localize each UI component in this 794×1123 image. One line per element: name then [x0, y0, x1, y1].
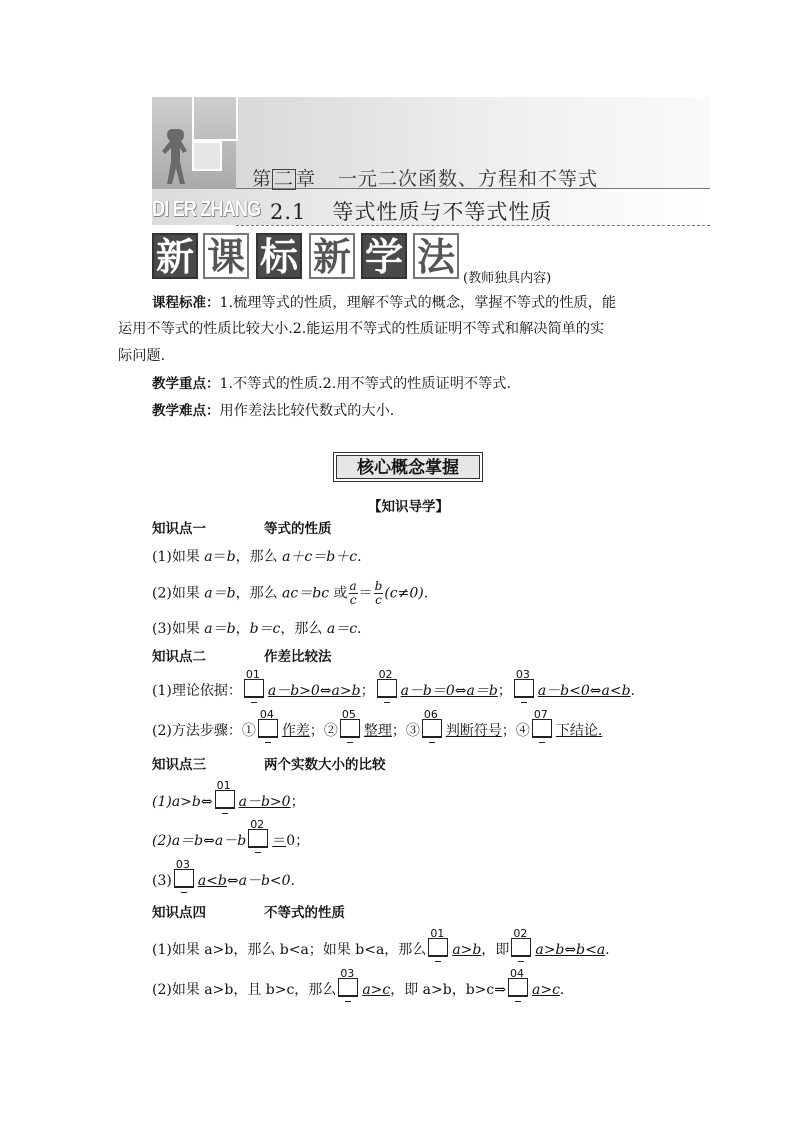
answer-blank: 06 — [422, 719, 442, 738]
chapter-title: 一元二次函数、方程和不等式 — [338, 168, 599, 190]
banner-char-box: 新 — [152, 233, 198, 279]
standard-line: 际问题. — [118, 348, 166, 364]
difficult-points-line: 教学难点：用作差法比较代数式的大小. — [152, 403, 395, 419]
answer-blank: 02 — [248, 829, 268, 848]
kp4-line-1: (1)如果 a>b，那么 b<a；如果 b<a，那么 01 a>b，即 02 a>b⇔b<a. — [152, 927, 610, 958]
header-photo — [152, 97, 236, 189]
standard-line: 运用不等式的性质比较大小.2.能运用不等式的性质证明不等式和解决简单的实 — [118, 321, 605, 337]
key-points-line: 教学重点：1.不等式的性质.2.用不等式的性质证明不等式. — [152, 376, 511, 392]
banner-char-box: 法 — [413, 233, 459, 279]
section-heading — [270, 196, 552, 226]
kp4-heading: 知识点四 不等式的性质 — [152, 905, 345, 921]
kp3-line-1: (1)a>b⇔ 01 a－b>0； — [152, 779, 305, 810]
kp2-steps-line: (2)方法步骤：① 04 作差；② 05 整理；③ 06 判断符号；④ 07 下结论. — [152, 708, 603, 739]
fraction: $\frac{a}{c}$ — [349, 579, 357, 607]
decor-square — [192, 95, 238, 141]
answer-blank: 01 — [215, 790, 235, 809]
banner-char-box: 新 — [309, 233, 355, 279]
answer-blank: 05 — [340, 719, 360, 738]
kp2-theory-line: (1)理论依据： 01 a－b>0⇔a>b； 02 a－b＝0⇔a＝b； 03 a－b<0⇔a<b. — [152, 668, 635, 699]
core-concept-title: 核心概念掌握 — [333, 452, 483, 482]
fraction: $\frac{b}{c}$ — [374, 579, 383, 607]
figure-silhouette-icon — [158, 125, 198, 187]
kp1-line-3: (3)如果 a＝b，b＝c，那么 a＝c. — [152, 621, 362, 637]
kp2-heading: 知识点二 作差比较法 — [152, 649, 332, 665]
banner-char-box: 标 — [256, 233, 302, 279]
answer-blank: 03 — [338, 978, 358, 997]
kp3-heading: 知识点三 两个实数大小的比较 — [152, 757, 386, 773]
kp1-line-1: (1)如果 a＝b，那么 a＋c＝b＋c. — [152, 549, 362, 565]
chapter-pinyin: DI ER ZHANG — [152, 196, 261, 221]
answer-blank: 04 — [508, 978, 528, 997]
banner-char-box: 课 — [203, 233, 249, 279]
teacher-note: (教师独具内容) — [463, 271, 552, 286]
section-number: 2.1 — [270, 200, 307, 224]
answer-blank: 07 — [532, 719, 552, 738]
kp3-line-2: (2)a＝b⇔a－b 02 ＝0； — [152, 818, 310, 849]
kp3-line-3: (3) 03 a<b⇔a－b<0. — [152, 858, 296, 889]
answer-blank: 03 — [514, 679, 534, 698]
standard-line: 课程标准：1.梳理等式的性质，理解不等式的概念，掌握不等式的性质，能 — [152, 295, 617, 311]
answer-blank: 02 — [511, 938, 531, 957]
banner-char-box: 学 — [361, 233, 407, 279]
answer-blank: 03 — [174, 869, 194, 888]
chapter-heading: 第 二 章 一元二次函数、方程和不等式 — [252, 168, 599, 190]
kp1-heading: 知识点一 等式的性质 — [152, 521, 332, 537]
answer-blank: 01 — [244, 679, 264, 698]
answer-blank: 02 — [377, 679, 397, 698]
knowledge-guide-title: 【知识导学】 — [368, 499, 449, 515]
kp1-line-2: (2)如果 a＝b，那么 ac＝bc 或 $\frac{a}{c}$ ＝ $\frac{b}{c}$ (c≠0). — [152, 579, 429, 607]
section-title: 等式性质与不等式性质 — [332, 200, 553, 224]
answer-blank: 04 — [258, 719, 278, 738]
chapter-number: 二 — [274, 168, 295, 190]
answer-blank: 01 — [428, 938, 448, 957]
kp4-line-2: (2)如果 a>b，且 b>c，那么 03 a>c，即 a>b，b>c⇒ 04 a>c. — [152, 967, 565, 998]
